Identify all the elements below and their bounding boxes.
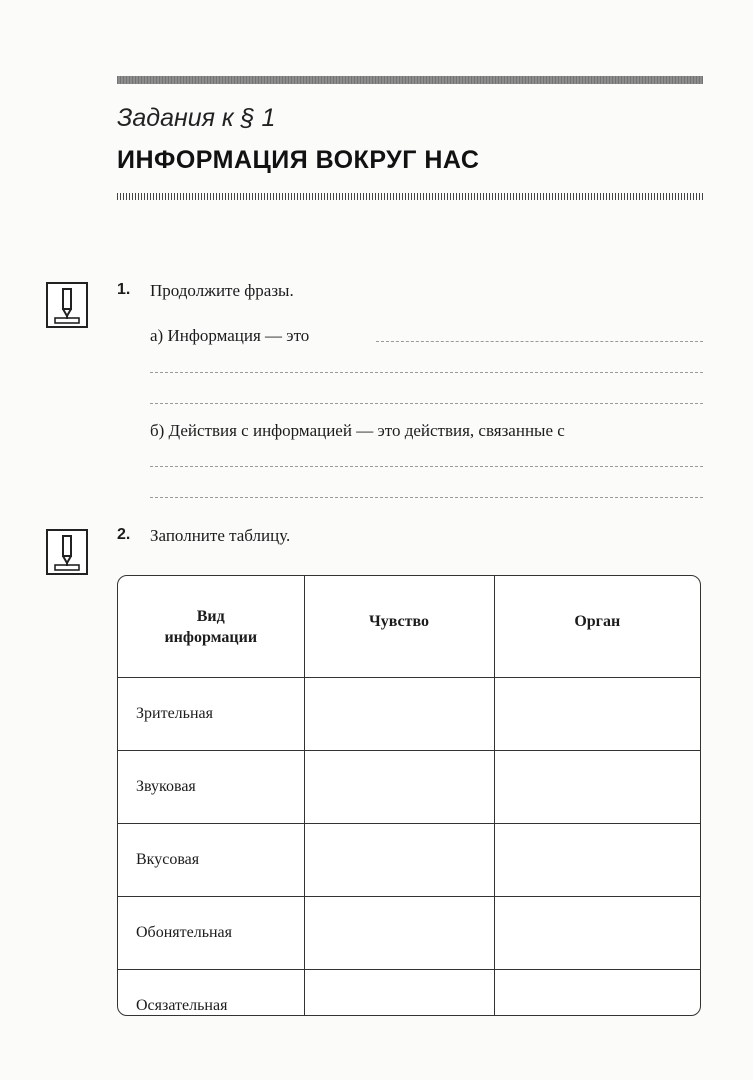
table-cell-sense[interactable] [304, 678, 494, 751]
table-cell-organ[interactable] [494, 897, 700, 970]
answer-line[interactable] [150, 372, 703, 373]
answer-line[interactable] [150, 466, 703, 467]
table-row [118, 897, 700, 970]
table-cell-sense[interactable] [304, 970, 494, 1017]
section-subtitle: Задания к § 1 [117, 104, 276, 132]
table-cell-organ[interactable] [494, 970, 700, 1017]
pencil-icon [46, 282, 88, 328]
info-table [117, 575, 701, 1016]
table-cell-organ[interactable] [494, 751, 700, 824]
row-label: Звуковая [118, 751, 304, 824]
table-cell-organ[interactable] [494, 678, 700, 751]
answer-line[interactable] [376, 341, 703, 342]
row-label: Обонятельная [118, 897, 304, 970]
task-1-number: 1. [117, 281, 131, 298]
row-label: Осязательная [118, 970, 304, 1017]
table-cell-sense[interactable] [304, 897, 494, 970]
task-1b-text: б) Действия с информацией — это действия, связанные с [150, 421, 565, 440]
table-row [118, 751, 700, 824]
answer-line[interactable] [150, 497, 703, 498]
pencil-icon [46, 529, 88, 575]
column-header-organ: Орган [494, 576, 700, 678]
task-1a-text: а) Информация — это [150, 326, 310, 345]
task-2-number: 2. [117, 526, 131, 543]
row-label: Зрительная [118, 678, 304, 751]
hatched-divider [117, 193, 703, 200]
column-header-sense: Чувство [304, 576, 494, 678]
row-label: Вкусовая [118, 824, 304, 897]
page-title: ИНФОРМАЦИЯ ВОКРУГ НАС [117, 146, 480, 174]
table-row [118, 824, 700, 897]
answer-line[interactable] [150, 403, 703, 404]
task-2-text: Заполните таблицу. [150, 526, 291, 545]
top-decorative-bar [117, 76, 703, 84]
table-cell-sense[interactable] [304, 751, 494, 824]
table-header-row [118, 576, 700, 678]
task-1-text: Продолжите фразы. [150, 281, 294, 300]
column-header-info-type: Вид информации [118, 576, 304, 678]
table-row [118, 678, 700, 751]
table-cell-organ[interactable] [494, 824, 700, 897]
table-cell-sense[interactable] [304, 824, 494, 897]
table-row [118, 970, 700, 1017]
